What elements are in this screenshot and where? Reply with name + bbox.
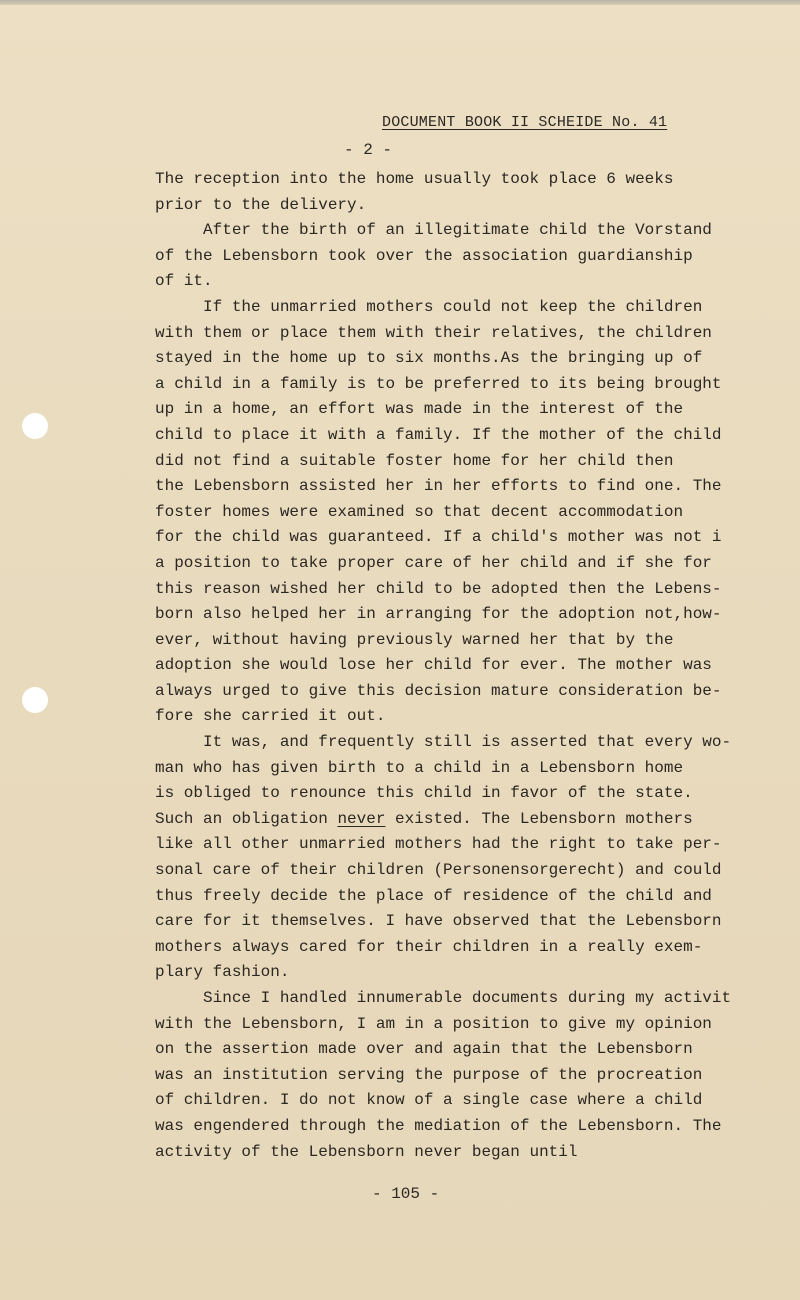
text-line: was engendered through the mediation of the Lebensborn. The: [155, 1116, 722, 1135]
text-segment: Such an obligation: [155, 809, 338, 828]
text-line: adoption she would lose her child for ever. The mother was: [155, 656, 712, 675]
text-line: plary fashion.: [155, 963, 290, 982]
text-line: with them or place them with their relatives, the children: [155, 323, 712, 342]
text-line: ever, without having previously warned her that by the: [155, 630, 674, 649]
page-top-edge: [0, 0, 800, 5]
page-number-top: - 2 -: [344, 141, 393, 159]
text-line: born also helped her in arranging for the adoption not,how-: [155, 605, 722, 624]
text-line: If the unmarried mothers could not keep the children: [155, 297, 703, 316]
text-line: thus freely decide the place of residence of the child and: [155, 886, 712, 905]
text-line: of children. I do not know of a single case where a child: [155, 1091, 703, 1110]
text-line: After the birth of an illegitimate child the Vorstand: [155, 221, 712, 240]
text-line: man who has given birth to a child in a Lebensborn home: [155, 758, 684, 777]
text-line: The reception into the home usually took place 6 weeks: [155, 170, 674, 188]
text-line: activity of the Lebensborn never began until: [155, 1142, 578, 1161]
text-line: the Lebensborn assisted her in her efforts to find one. The: [155, 477, 722, 496]
text-line: for the child was guaranteed. If a child's mother was not i: [155, 528, 722, 547]
text-line: sonal care of their children (Personensorgerecht) and could: [155, 861, 722, 880]
text-line: up in a home, an effort was made in the interest of the: [155, 400, 684, 419]
text-line-with-underline: [155, 807, 775, 833]
text-line: a position to take proper care of her child and if she for: [155, 553, 712, 572]
text-line: mothers always cared for their children in a really exem-: [155, 937, 703, 956]
text-line: child to place it with a family. If the mother of the child: [155, 425, 722, 444]
text-line: did not find a suitable foster home for her child then: [155, 451, 674, 470]
document-header: DOCUMENT BOOK II SCHEIDE No. 41: [382, 114, 668, 131]
text-line: prior to the delivery.: [155, 195, 367, 214]
page-number-bottom: - 105 -: [372, 1185, 440, 1203]
text-line: of the Lebensborn took over the association guardianship: [155, 246, 693, 265]
underlined-word-never: never: [337, 809, 386, 828]
text-line: this reason wished her child to be adopted then the Lebens-: [155, 579, 722, 598]
text-line: care for it themselves. I have observed that the Lebensborn: [155, 912, 722, 931]
text-segment: existed. The Lebensborn mothers: [385, 809, 693, 828]
text-line: always urged to give this decision mature consideration be-: [155, 681, 722, 700]
text-line: like all other unmarried mothers had the right to take per-: [155, 835, 722, 854]
text-line: was an institution serving the purpose of the procreation: [155, 1065, 703, 1084]
text-line: with the Lebensborn, I am in a position to give my opinion: [155, 1014, 712, 1033]
text-line: Since I handled innumerable documents during my activit: [155, 989, 732, 1007]
text-line: fore she carried it out.: [155, 707, 386, 726]
text-line: It was, and frequently still is asserted that every wo-: [155, 733, 732, 752]
text-line: of it.: [155, 272, 213, 291]
text-line: a child in a family is to be preferred to its being brought: [155, 374, 722, 393]
text-line: is obliged to renounce this child in favor of the state.: [155, 784, 693, 803]
text-line: on the assertion made over and again that the Lebensborn: [155, 1040, 693, 1059]
text-line: stayed in the home up to six months.As the bringing up of: [155, 349, 703, 368]
text-line: foster homes were examined so that decent accommodation: [155, 502, 684, 521]
document-body: [155, 167, 775, 1165]
punch-hole-upper: [22, 413, 48, 439]
punch-hole-lower: [22, 687, 48, 713]
